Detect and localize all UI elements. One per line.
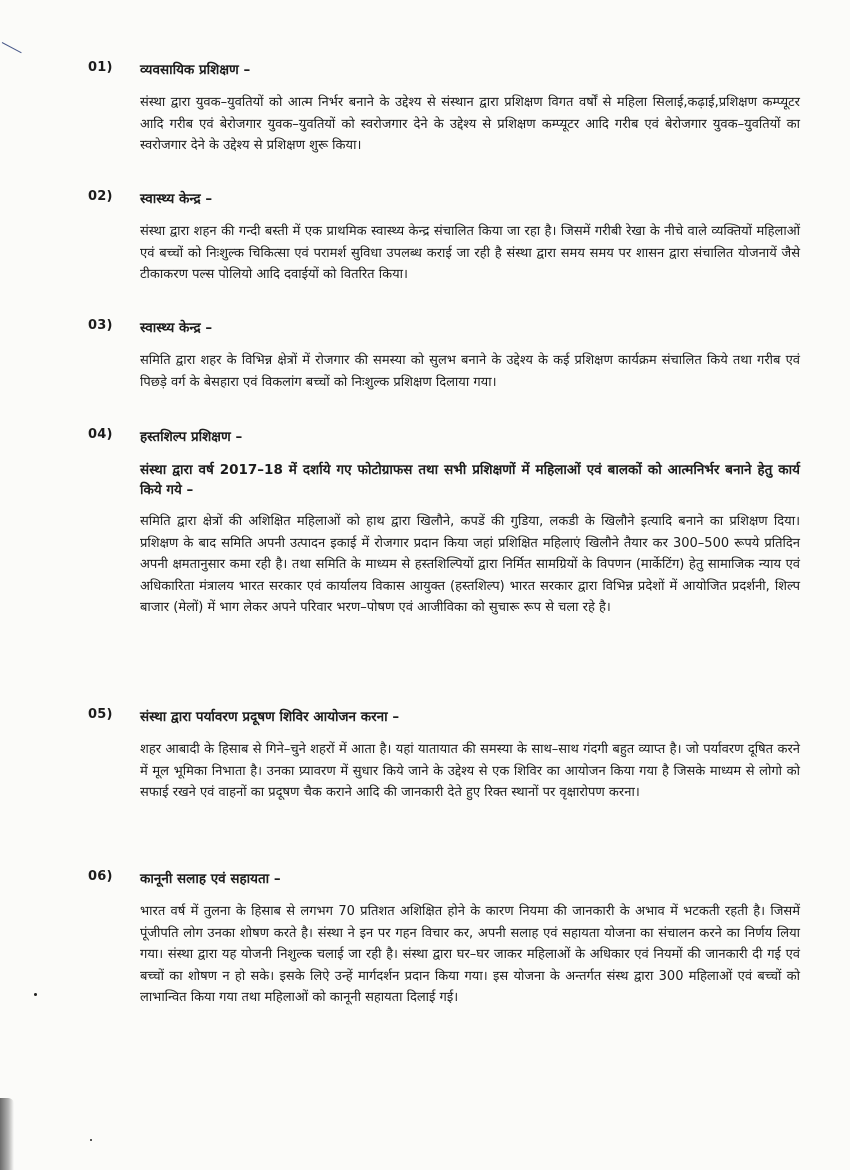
section-paragraph: समिति द्वारा शहर के विभिन्न क्षेत्रों में रोजगार की समस्या को सुलभ बनाने के उद्देश्य के कई प्रशिक्षण कार्यक्रम संचालित किये तथा गरीब एवं पिछड़े वर्ग के बेसहारा एवं विकलांग बच्चों को निःशुल्क प्रशिक्षण दिलाया गया।	[140, 353, 800, 390]
scan-pen-mark	[2, 42, 22, 53]
section-number: 06)	[88, 869, 113, 884]
section-number: 03)	[88, 318, 113, 333]
section-subheading: संस्था द्वारा वर्ष 2017–18 में दर्शाये गए फोटोग्राफस तथा सभी प्रशिक्षणों में महिलाओं एवं बालकों को आत्मनिर्भर बनाने हेतु कार्य किये गये –	[140, 462, 800, 498]
section-heading: स्वास्थ्य केन्द्र –	[140, 320, 213, 336]
section-heading: व्यवसायिक प्रशिक्षण –	[140, 62, 251, 78]
section-heading: संस्था द्वारा पर्यावरण प्रदूषण शिविर आयोजन करना –	[140, 709, 400, 725]
scan-speck	[90, 1139, 92, 1141]
section-heading: कानूनी सलाह एवं सहायता –	[140, 871, 281, 887]
section-number: 02)	[88, 189, 113, 204]
section-heading: हस्तशिल्प प्रशिक्षण –	[140, 429, 243, 445]
scan-speck	[34, 993, 37, 996]
section-paragraph: संस्था द्वारा शहन की गन्दी बस्ती में एक प्राथमिक स्वास्थ्य केन्द्र संचालित किया जा रहा है। जिसमें गरीबी रेखा के नीचे वाले व्यक्तियों महिलाओं एवं बच्चों को निःशुल्क चिकित्सा एवं परामर्श सुविधा उपलब्ध कराई जा रही है संस्था द्वारा समय समय पर शासन द्वारा संचालित योजनायें जैसे टीकाकरण पल्स पोलियो आदि दवाईयों को वितरित किया।	[140, 224, 800, 282]
scan-edge-smudge	[0, 1098, 14, 1170]
section-number: 05)	[88, 707, 113, 722]
section-heading: स्वास्थ्य केन्द्र –	[140, 191, 213, 207]
section-paragraph: शहर आबादी के हिसाब से गिने–चुने शहरों में आता है। यहां यातायात की समस्या के साथ–साथ गंदगी बहुत व्याप्त है। जो पर्यावरण दूषित करने में मूल भूमिका निभाता है। उनका प्र्यावरण में सुधार किये जाने के उद्देश्य से एक शिविर का आयोजन किया गया है जिसके माध्यम से लोगो को सफाई रखने एवं वाहनों का प्रदूषण चैक कराने आदि की जानकारी देते हुए रिक्त स्थानों पर वृक्षारोपण करना।	[140, 742, 800, 800]
section-number: 01)	[88, 60, 113, 75]
section-paragraph: समिति द्वारा क्षेत्रों की अशिक्षित महिलाओं को हाथ द्वारा खिलौने, कपडें की गुडिया, लकडी के खिलौने इत्यादि बनाने का प्रशिक्षण दिया। प्रशिक्षण के बाद समिति अपनी उत्पादन इकाई में रोजगार प्रदान किया जहां प्रशिक्षित महिलाएं खिलौने तैयार कर 300–500 रूपये प्रतिदिन अपनी क्षमतानुसार कमा रही है। तथा समिति के माध्यम से हस्तशिल्पियों द्वारा निर्मित सामग्रियों के विपणन (मार्केटिंग) हेतु सामाजिक न्याय एवं अधिकारिता मंत्रालय भारत सरकार एवं कार्यालय विकास आयुक्त (हस्तशिल्प) भारत सरकार द्वारा विभिन्न प्रदेशों में आयोजित प्रदर्शनी, शिल्प बाजार (मेलों) में भाग लेकर अपने परिवार भरण–पोषण एवं आजीविका को सुचारू रूप से चला रहे है।	[140, 514, 800, 615]
section-paragraph: भारत वर्ष में तुलना के हिसाब से लगभग 70 प्रतिशत अशिक्षित होने के कारण नियमा की जानकारी के अभाव में भटकती रहती है। जिसमें पूंजीपति लोग उनका शोषण करते है। संस्था ने इन पर गहन विचार कर, अपनी सलाह एवं सहायता योजना का संचालन करने का निर्णय लिया गया। संस्था द्वारा यह योजनी निशुल्क चलाई जा रही है। संस्था द्वारा घर–घर जाकर महिलाओं के अधिकार एवं नियमों की जानकारी दी गई एवं बच्चों का शोषण न हो सके। इसके लिऐ उन्हें मार्गदर्शन प्रदान किया गया। इस योजना के अन्तर्गत संस्थ द्वारा 300 महिलाओं एवं बच्चों को लाभान्वित किया गया तथा महिलाओं को कानूनी सहायता दिलाई गई।	[140, 904, 800, 1005]
section-paragraph: संस्था द्वारा युवक–युवतियों को आत्म निर्भर बनाने के उद्देश्य से संस्थान द्वारा प्रशिक्षण विगत वर्षों से महिला सिलाई,कढ़ाई,प्रशिक्षण कम्प्यूटर आदि गरीब एवं बेरोजगार युवक–युवतियों को स्वरोजगार देने के उद्देश्य से प्रशिक्षण कम्प्यूटर आदि गरीब एवं बेरोजगार युवक–युवतियों का स्वरोजगार देने के उद्देश्य से प्रशिक्षण शुरू किया।	[140, 95, 800, 153]
section-number: 04)	[88, 427, 113, 442]
